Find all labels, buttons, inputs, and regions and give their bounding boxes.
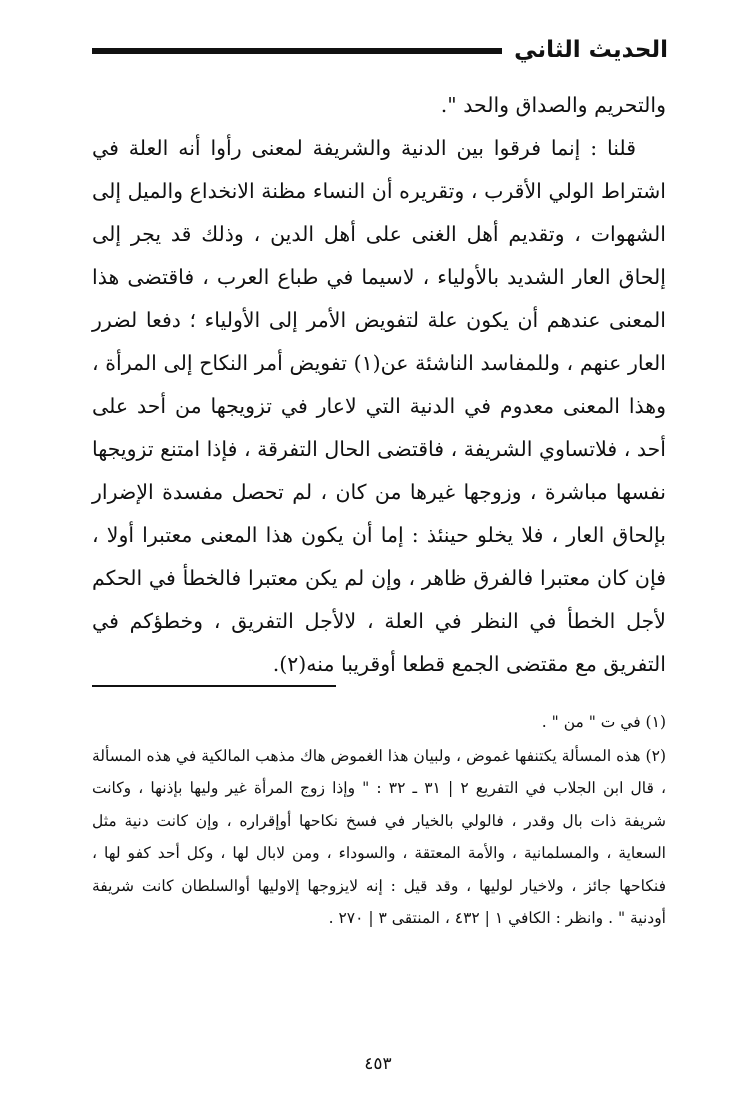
page-number: ٤٥٣ bbox=[364, 1054, 392, 1074]
footnote: (٢) هذه المسألة يكتنفها غموض ، ولبيان هذا الغموض هاك مذهب المالكية في هذه المسألة ، قال ابن الجلاب في التفريع ٢ | ٣١ ـ ٣٢ : " وإذا زوج المرأة غير وليها بإذنها ، وكانت شريفة ذات بال وقدر ، فالولي بالخيار في فسخ نكاحها أوإقراره ، وإن كانت دنية مثل السعاية ، والمسلمانية ، والأمة المعتقة ، والسوداء ، ومن لابال لها ، وكل أحد كفو لها ، فنكاحها جائز ، ولاخيار لوليها ، وقد قيل : إنه لايزوجها إلاوليها أوالسلطان كانت شريفة أودنية " . وانظر : الكافي ١ | ٤٣٢ ، المنتقى ٣ | ٢٧٠ . bbox=[92, 746, 667, 927]
main-text bbox=[92, 84, 666, 686]
footnotes bbox=[92, 706, 666, 935]
header-rule bbox=[92, 48, 502, 54]
running-header bbox=[92, 30, 668, 70]
footnote: (١) في ت " من " . bbox=[541, 713, 666, 731]
paragraph: قلنا : إنما فرقوا بين الدنية والشريفة لمعنى رأوا أنه العلة في اشتراط الولي الأقرب ، وتقريره أن النساء مظنة الانخداع والميل إلى الشهوات ، وتقديم أهل الغنى على أهل الدين ، وذلك قد يجر إلى إلحاق العار الشديد بالأولياء ، لاسيما في طباع العرب ، فاقتضى هذا المعنى عندهم أن يكون علة لتفويض الأمر إلى الأولياء ؛ دفعا لضرر العار عنهم ، وللمفاسد الناشئة عن(١) تفويض أمر النكاح إلى المرأة ، وهذا المعنى معدوم في الدنية التي لاعار في تزويجها من أحد على أحد ، فلاتساوي الشريفة ، فاقتضى الحال التفرقة ، فإذا امتنع تزويجها نفسها مباشرة ، وزوجها غيرها من كان ، لم تحصل مفسدة الإضرار بإلحاق العار ، فلا يخلو حينئذ : إما أن يكون هذا المعنى معتبرا أولا ، فإن كان معتبرا فالفرق ظاهر ، وإن لم يكن معتبرا فالخطأ في الحكم لأجل الخطأ في النظر في العلة ، لالأجل التفريق ، وخطؤكم في التفريق مع مقتضى الجمع قطعا أوقريبا منه(٢). bbox=[92, 136, 667, 676]
footnote-separator bbox=[92, 685, 336, 687]
header-title: الحديث الثاني bbox=[514, 37, 668, 63]
paragraph: والتحريم والصداق والحد ". bbox=[440, 93, 666, 117]
